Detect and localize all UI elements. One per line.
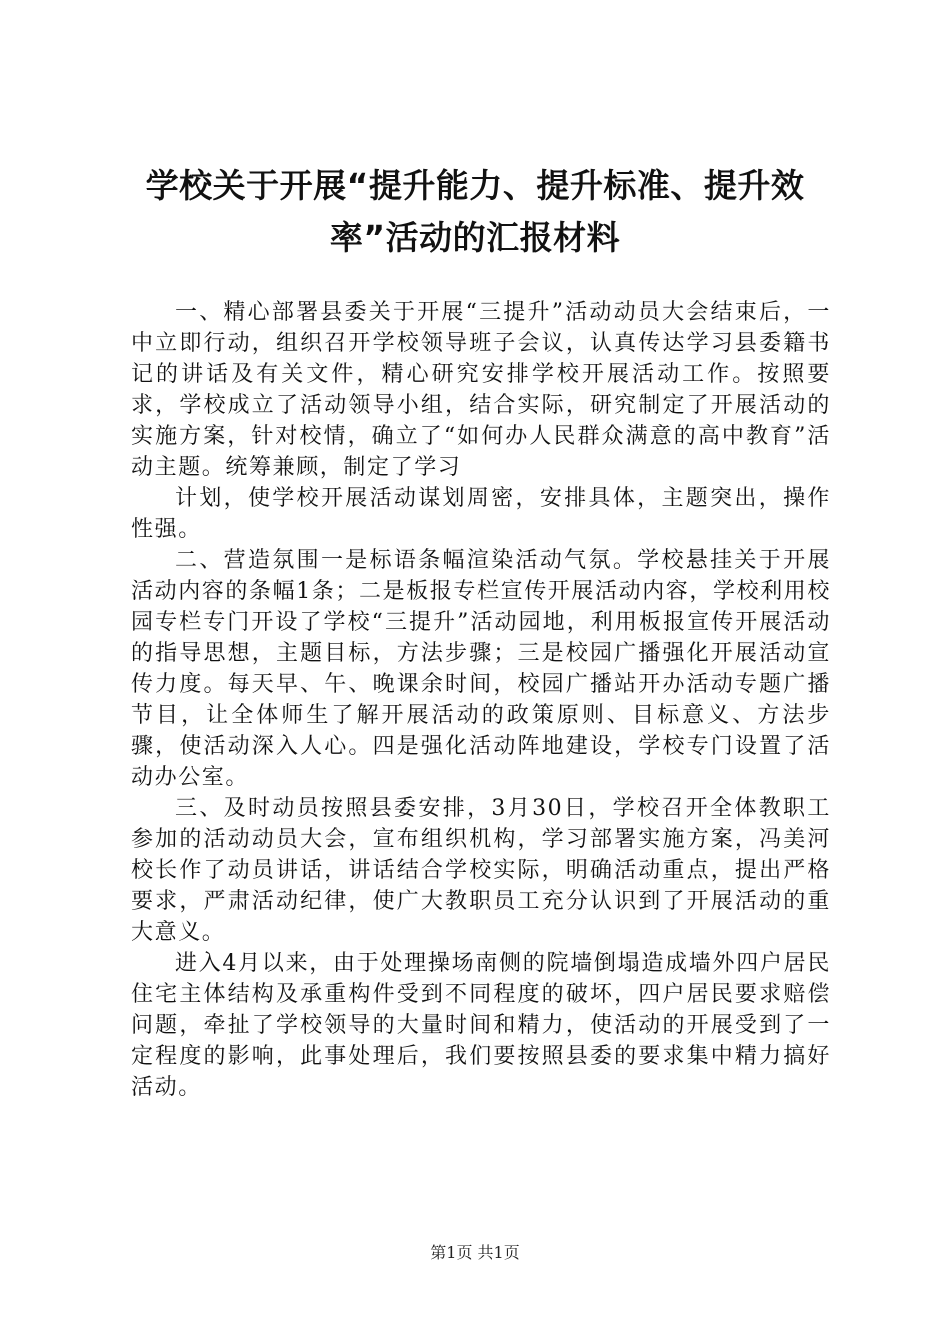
paragraph-2: 计划，使学校开展活动谋划周密，安排具体，主题突出，操作性强。 [131,486,831,542]
paragraph-4: 三、及时动员按照县委安排，3月30日，学校召开全体教职工参加的活动动员大会，宣布组织机构，学习部署实施方案，冯美河校长作了动员讲话，讲话结合学校实际，明确活动重点，提出严格要求，严肃活动纪律，使广大教职员工充分认识到了开展活动的重大意义。 [131,796,831,945]
paragraph-1: 一、精心部署县委关于开展“三提升”活动动员大会结束后，一中立即行动，组织召开学校领导班子会议，认真传达学习县委籍书记的讲话及有关文件，精心研究安排学校开展活动工作。按照要求，学校成立了活动领导小组，结合实际，研究制定了开展活动的实施方案，针对校情，确立了“如何办人民群众满意的高中教育”活动主题。统筹兼顾，制定了学习 [131,300,831,480]
paragraph-3: 二、营造氛围一是标语条幅渲染活动气氛。学校悬挂关于开展活动内容的条幅1条；二是板报专栏宣传开展活动内容，学校利用校园专栏专门开设了学校“三提升”活动园地，利用板报宣传开展活动的指导思想，主题目标，方法步骤；三是校园广播强化开展活动宣传力度。每天早、午、晚课余时间，校园广播站开办活动专题广播节目，让全体师生了解开展活动的政策原则、目标意义、方法步骤，使活动深入人心。四是强化活动阵地建设，学校专门设置了活动办公室。 [131,548,831,790]
document-title: 学校关于开展“提升能力、提升标准、提升效率”活动的汇报材料 [145,166,805,257]
document-body [131,297,831,1103]
page-footer: 第1页 共1页 [430,1243,520,1262]
paragraph-5: 进入4月以来，由于处理操场南侧的院墙倒塌造成墙外四户居民住宅主体结构及承重构件受到不同程度的破坏，四户居民要求赔偿问题，牵扯了学校领导的大量时间和精力，使活动的开展受到了一定程度的影响，此事处理后，我们要按照县委的要求集中精力搞好活动。 [131,951,831,1100]
